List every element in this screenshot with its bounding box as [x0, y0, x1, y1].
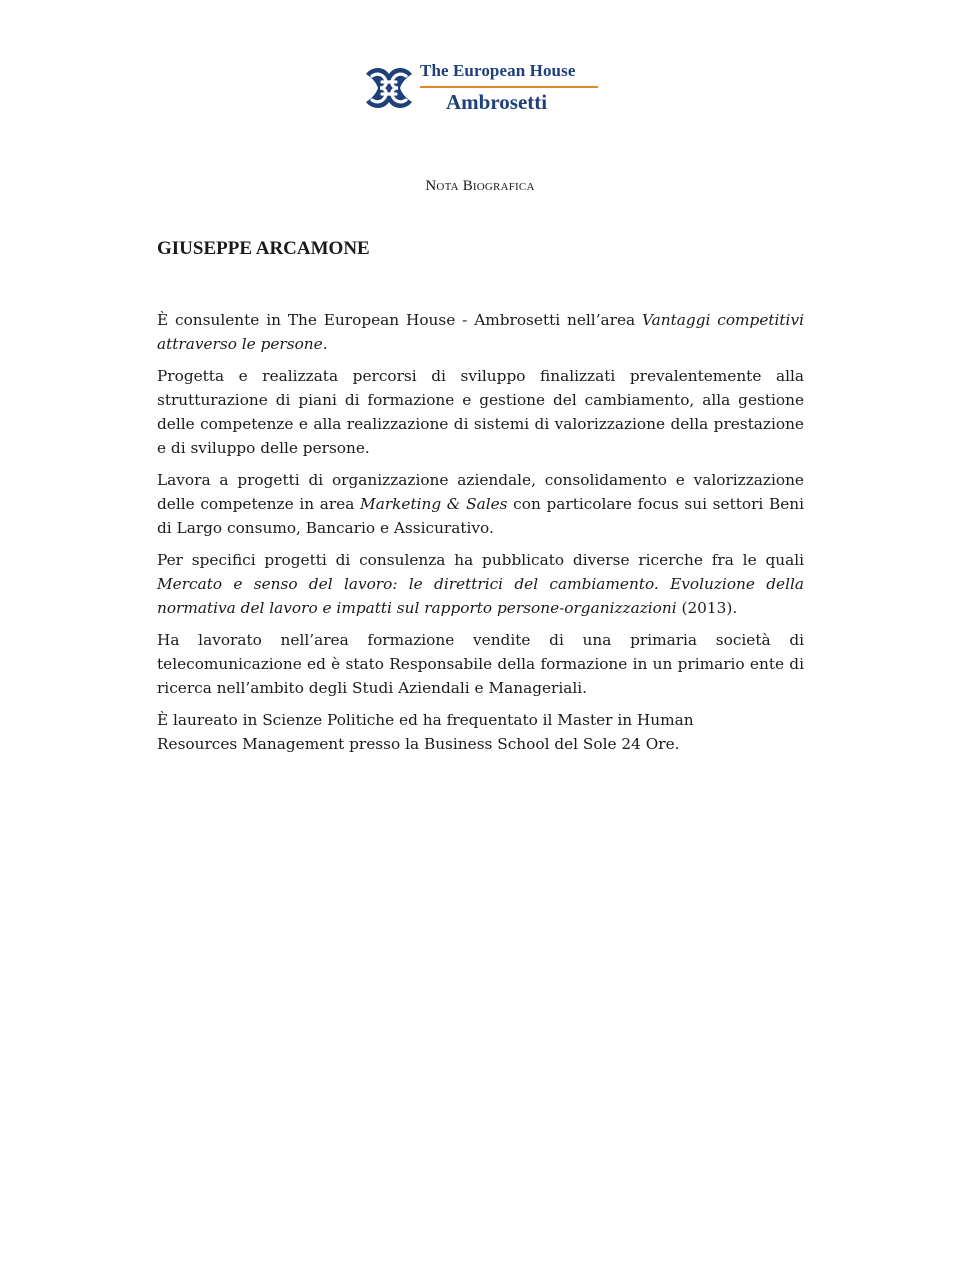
paragraph-3: Lavora a progetti di organizzazione aziendale, consolidamento e valorizzazione delle competenze in area Marketing & Sales con particolare focus sui settori Beni di Largo consumo, Bancario e Assicurativo.: [157, 471, 804, 537]
paragraph-1: È consulente in The European House - Ambrosetti nell’area Vantaggi competitivi attraverso le persone.: [157, 311, 804, 353]
biography-body: [157, 308, 804, 764]
company-logo: [362, 62, 602, 114]
logo-mark-icon: [362, 66, 416, 110]
paragraph-6: È laureato in Scienze Politiche ed ha frequentato il Master in Human Resources Management presso la Business School del Sole 24 Ore.: [157, 711, 694, 753]
person-name: GIUSEPPE ARCAMONE: [157, 238, 370, 259]
paragraph-2: Progetta e realizzata percorsi di sviluppo finalizzati prevalentemente alla strutturazione di piani di formazione e gestione del cambiamento, alla gestione delle competenze e alla realizzazione di sistemi di valorizzazione della prestazione e di sviluppo delle persone.: [157, 367, 804, 457]
document-type-heading: Nota Biografica: [425, 178, 535, 194]
paragraph-4: Per specifici progetti di consulenza ha pubblicato diverse ricerche fra le quali Mercato e senso del lavoro: le direttrici del cambiamento. Evoluzione della normativa del lavoro e impatti sul rapporto persone-organizzazioni (2013).: [157, 551, 804, 617]
paragraph-5: Ha lavorato nell’area formazione vendite di una primaria società di telecomunicazione ed è stato Responsabile della formazione in un primario ente di ricerca nell’ambito degli Studi Aziendali e Manageriali.: [157, 631, 804, 697]
logo-divider: [420, 86, 598, 88]
logo-text-line2: Ambrosetti: [446, 90, 548, 114]
logo-text-line1: The European House: [420, 61, 576, 80]
